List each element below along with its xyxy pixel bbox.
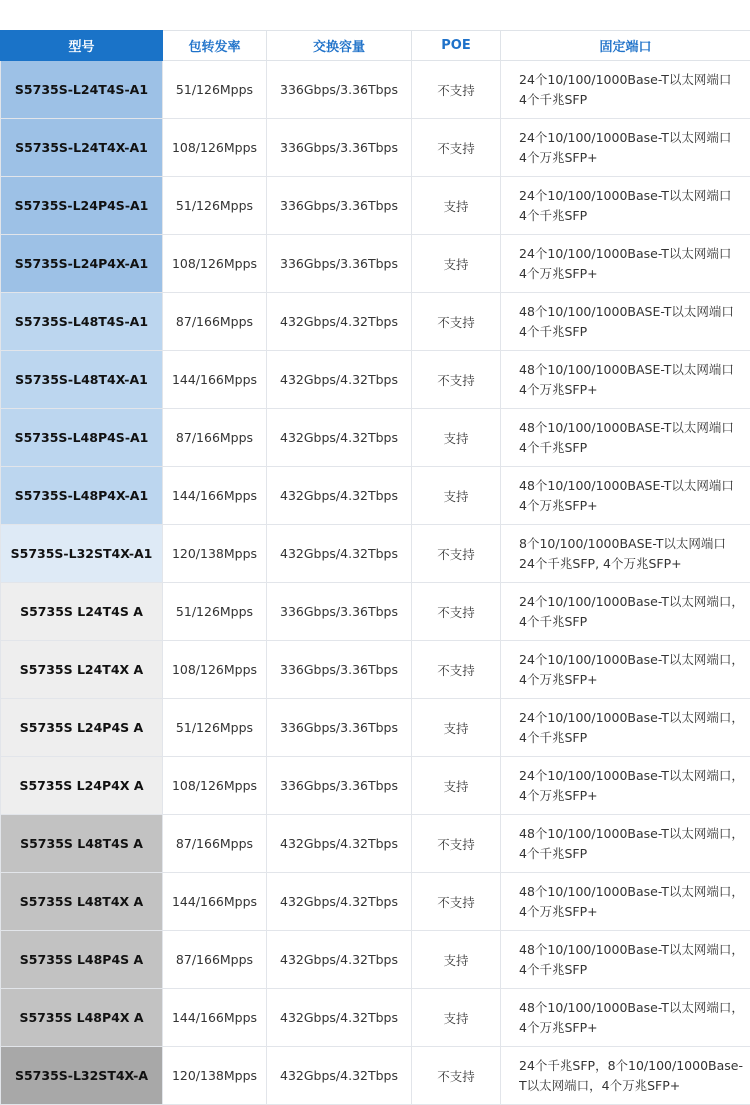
table-row [1, 61, 750, 119]
ports-line-1: 24个10/100/1000Base-T以太网端口 [519, 186, 746, 206]
poe-cell: 支持 [412, 989, 501, 1047]
model-cell: S5735S L24P4S A [1, 699, 163, 757]
header-poe: POE [412, 31, 501, 61]
ports-cell [501, 1047, 750, 1105]
ports-line-2: 4个千兆SFP [519, 960, 746, 980]
table-row [1, 119, 750, 177]
forwarding-cell: 87/166Mpps [163, 409, 267, 467]
model-cell: S5735S L24P4X A [1, 757, 163, 815]
model-cell: S5735S-L48T4S-A1 [1, 293, 163, 351]
capacity-cell: 336Gbps/3.36Tbps [267, 699, 412, 757]
poe-cell: 不支持 [412, 583, 501, 641]
forwarding-cell: 87/166Mpps [163, 931, 267, 989]
ports-line-2: T以太网端口，4个万兆SFP+ [519, 1076, 746, 1096]
capacity-cell: 432Gbps/4.32Tbps [267, 351, 412, 409]
capacity-cell: 336Gbps/3.36Tbps [267, 757, 412, 815]
poe-cell: 支持 [412, 699, 501, 757]
poe-cell: 支持 [412, 177, 501, 235]
capacity-cell: 336Gbps/3.36Tbps [267, 177, 412, 235]
model-cell: S5735S-L24P4S-A1 [1, 177, 163, 235]
ports-cell [501, 293, 750, 351]
capacity-cell: 432Gbps/4.32Tbps [267, 525, 412, 583]
forwarding-cell: 87/166Mpps [163, 815, 267, 873]
model-cell: S5735S L48P4X A [1, 989, 163, 1047]
capacity-cell: 432Gbps/4.32Tbps [267, 467, 412, 525]
ports-line-1: 24个10/100/1000Base-T以太网端口， [519, 650, 746, 670]
ports-line-2: 24个千兆SFP, 4个万兆SFP+ [519, 554, 746, 574]
capacity-cell: 432Gbps/4.32Tbps [267, 293, 412, 351]
table-row [1, 699, 750, 757]
model-cell: S5735S-L24P4X-A1 [1, 235, 163, 293]
ports-line-2: 4个万兆SFP+ [519, 148, 746, 168]
poe-cell: 不支持 [412, 525, 501, 583]
spec-table [0, 30, 750, 1105]
capacity-cell: 336Gbps/3.36Tbps [267, 583, 412, 641]
forwarding-cell: 87/166Mpps [163, 293, 267, 351]
poe-cell: 支持 [412, 235, 501, 293]
ports-line-2: 4个万兆SFP+ [519, 670, 746, 690]
ports-line-1: 48个10/100/1000Base-T以太网端口， [519, 882, 746, 902]
ports-line-2: 4个万兆SFP+ [519, 264, 746, 284]
forwarding-cell: 108/126Mpps [163, 235, 267, 293]
capacity-cell: 432Gbps/4.32Tbps [267, 815, 412, 873]
table-row [1, 757, 750, 815]
model-cell: S5735S-L32ST4X-A [1, 1047, 163, 1105]
capacity-cell: 432Gbps/4.32Tbps [267, 409, 412, 467]
ports-line-1: 24个10/100/1000Base-T以太网端口 [519, 128, 746, 148]
header-ports: 固定端口 [501, 31, 750, 61]
ports-line-2: 4个千兆SFP [519, 438, 746, 458]
ports-line-1: 48个10/100/1000Base-T以太网端口， [519, 998, 746, 1018]
forwarding-cell: 108/126Mpps [163, 641, 267, 699]
ports-cell [501, 525, 750, 583]
ports-cell [501, 61, 750, 119]
ports-line-1: 24个10/100/1000Base-T以太网端口 [519, 70, 746, 90]
poe-cell: 支持 [412, 467, 501, 525]
ports-line-2: 4个万兆SFP+ [519, 786, 746, 806]
forwarding-cell: 144/166Mpps [163, 351, 267, 409]
ports-cell [501, 815, 750, 873]
poe-cell: 不支持 [412, 815, 501, 873]
header-row [1, 31, 750, 61]
table-row [1, 989, 750, 1047]
ports-line-1: 24个10/100/1000Base-T以太网端口， [519, 592, 746, 612]
ports-line-1: 24个10/100/1000Base-T以太网端口， [519, 708, 746, 728]
ports-line-2: 4个千兆SFP [519, 322, 746, 342]
forwarding-cell: 120/138Mpps [163, 1047, 267, 1105]
forwarding-cell: 51/126Mpps [163, 699, 267, 757]
capacity-cell: 336Gbps/3.36Tbps [267, 641, 412, 699]
header-model: 型号 [1, 31, 163, 61]
model-cell: S5735S L48T4X A [1, 873, 163, 931]
ports-cell [501, 409, 750, 467]
table-row [1, 641, 750, 699]
table-row [1, 1047, 750, 1105]
ports-line-1: 48个10/100/1000Base-T以太网端口， [519, 824, 746, 844]
table-row [1, 293, 750, 351]
table-row [1, 351, 750, 409]
ports-line-2: 4个万兆SFP+ [519, 496, 746, 516]
ports-line-2: 4个万兆SFP+ [519, 380, 746, 400]
model-cell: S5735S L48P4S A [1, 931, 163, 989]
poe-cell: 不支持 [412, 351, 501, 409]
ports-cell [501, 583, 750, 641]
model-cell: S5735S-L32ST4X-A1 [1, 525, 163, 583]
forwarding-cell: 108/126Mpps [163, 119, 267, 177]
model-cell: S5735S L24T4X A [1, 641, 163, 699]
ports-cell [501, 699, 750, 757]
forwarding-cell: 51/126Mpps [163, 177, 267, 235]
model-cell: S5735S-L48P4X-A1 [1, 467, 163, 525]
ports-cell [501, 351, 750, 409]
table-body [1, 61, 750, 1105]
capacity-cell: 432Gbps/4.32Tbps [267, 1047, 412, 1105]
forwarding-cell: 108/126Mpps [163, 757, 267, 815]
table-row [1, 815, 750, 873]
poe-cell: 不支持 [412, 119, 501, 177]
ports-line-2: 4个千兆SFP [519, 90, 746, 110]
ports-line-1: 24个千兆SFP，8个10/100/1000Base- [519, 1056, 746, 1076]
ports-cell [501, 467, 750, 525]
ports-line-2: 4个千兆SFP [519, 206, 746, 226]
capacity-cell: 336Gbps/3.36Tbps [267, 119, 412, 177]
ports-cell [501, 641, 750, 699]
ports-line-2: 4个万兆SFP+ [519, 1018, 746, 1038]
table-row [1, 177, 750, 235]
ports-cell [501, 931, 750, 989]
table-row [1, 931, 750, 989]
capacity-cell: 432Gbps/4.32Tbps [267, 931, 412, 989]
poe-cell: 不支持 [412, 61, 501, 119]
top-spacer [0, 0, 750, 30]
forwarding-cell: 51/126Mpps [163, 61, 267, 119]
model-cell: S5735S L24T4S A [1, 583, 163, 641]
model-cell: S5735S-L24T4X-A1 [1, 119, 163, 177]
ports-line-1: 48个10/100/1000BASE-T以太网端口 [519, 476, 746, 496]
table-row [1, 235, 750, 293]
ports-cell [501, 873, 750, 931]
ports-cell [501, 757, 750, 815]
poe-cell: 不支持 [412, 293, 501, 351]
capacity-cell: 432Gbps/4.32Tbps [267, 989, 412, 1047]
poe-cell: 不支持 [412, 641, 501, 699]
forwarding-cell: 51/126Mpps [163, 583, 267, 641]
ports-cell [501, 119, 750, 177]
table-row [1, 583, 750, 641]
ports-line-1: 48个10/100/1000BASE-T以太网端口 [519, 360, 746, 380]
ports-line-1: 24个10/100/1000Base-T以太网端口， [519, 766, 746, 786]
forwarding-cell: 144/166Mpps [163, 467, 267, 525]
header-capacity: 交换容量 [267, 31, 412, 61]
ports-line-2: 4个千兆SFP [519, 612, 746, 632]
forwarding-cell: 120/138Mpps [163, 525, 267, 583]
capacity-cell: 336Gbps/3.36Tbps [267, 61, 412, 119]
ports-cell [501, 989, 750, 1047]
ports-line-1: 48个10/100/1000BASE-T以太网端口 [519, 302, 746, 322]
poe-cell: 不支持 [412, 873, 501, 931]
ports-cell [501, 177, 750, 235]
ports-line-1: 8个10/100/1000BASE-T以太网端口 [519, 534, 746, 554]
forwarding-cell: 144/166Mpps [163, 989, 267, 1047]
capacity-cell: 432Gbps/4.32Tbps [267, 873, 412, 931]
ports-line-2: 4个万兆SFP+ [519, 902, 746, 922]
model-cell: S5735S L48T4S A [1, 815, 163, 873]
poe-cell: 支持 [412, 931, 501, 989]
table-row [1, 525, 750, 583]
poe-cell: 支持 [412, 757, 501, 815]
ports-line-1: 48个10/100/1000BASE-T以太网端口 [519, 418, 746, 438]
ports-line-1: 48个10/100/1000Base-T以太网端口， [519, 940, 746, 960]
ports-cell [501, 235, 750, 293]
table-row [1, 873, 750, 931]
capacity-cell: 336Gbps/3.36Tbps [267, 235, 412, 293]
header-forwarding: 包转发率 [163, 31, 267, 61]
ports-line-2: 4个千兆SFP [519, 844, 746, 864]
ports-line-2: 4个千兆SFP [519, 728, 746, 748]
table-row [1, 467, 750, 525]
table-row [1, 409, 750, 467]
model-cell: S5735S-L24T4S-A1 [1, 61, 163, 119]
ports-line-1: 24个10/100/1000Base-T以太网端口 [519, 244, 746, 264]
model-cell: S5735S-L48T4X-A1 [1, 351, 163, 409]
model-cell: S5735S-L48P4S-A1 [1, 409, 163, 467]
poe-cell: 不支持 [412, 1047, 501, 1105]
forwarding-cell: 144/166Mpps [163, 873, 267, 931]
poe-cell: 支持 [412, 409, 501, 467]
